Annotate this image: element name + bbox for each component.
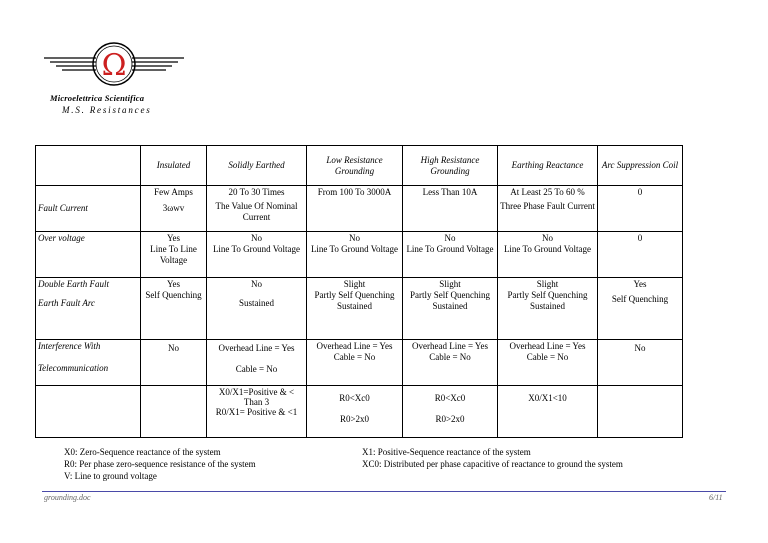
table-header-row: [36, 146, 683, 186]
table-cell: [36, 278, 141, 340]
cell-text: No: [168, 343, 179, 353]
company-name: Microelettrica Scientifica: [50, 93, 145, 103]
table-cell: [598, 232, 683, 278]
footer-filename: grounding.doc: [44, 493, 91, 502]
table-cell: [403, 386, 498, 438]
note-x1: X1: Positive-Sequence reactance of the system: [362, 447, 531, 457]
table-row-interference: [36, 340, 683, 386]
row-label: Earth Fault Arc: [38, 298, 95, 308]
table-cell: [207, 186, 307, 232]
cell-text: Cable = No: [235, 364, 278, 374]
table-cell: [307, 186, 403, 232]
table-cell: [403, 186, 498, 232]
cell-text: Slight: [439, 279, 461, 289]
header-earthing-reactance: Earthing Reactance: [498, 146, 598, 186]
cell-text: R0<Xc0: [339, 393, 370, 403]
row-label: Fault Current: [36, 186, 141, 232]
cell-text: No: [251, 279, 262, 289]
header-solidly-earthed: Solidly Earthed: [207, 146, 307, 186]
note-v: V: Line to ground voltage: [64, 471, 157, 481]
cell-text: Line To Line Voltage: [150, 244, 197, 265]
footer-page-number: 6/11: [709, 493, 723, 502]
cell-text: No: [542, 233, 553, 243]
cell-text: From 100 To 3000A: [317, 187, 392, 197]
table-cell: [141, 186, 207, 232]
cell-text: No: [349, 233, 360, 243]
cell-text: Few Amps: [154, 187, 193, 197]
cell-text: X0/X1=Positive & < Than 3: [218, 387, 295, 407]
cell-text: R0/X1= Positive & <1: [215, 407, 298, 417]
cell-text: Partly Self Quenching: [410, 290, 490, 300]
grounding-comparison-table: [35, 145, 683, 438]
cell-text: Self Quenching: [145, 290, 202, 300]
cell-text: At Least 25 To 60 %: [510, 187, 585, 197]
cell-text: Sustained: [239, 298, 274, 308]
cell-text: R0>2x0: [435, 414, 465, 424]
table-row-earth-fault: [36, 278, 683, 340]
cell-text: 3ωwv: [162, 203, 185, 213]
header-arc-suppression-coil: Arc Suppression Coil: [598, 146, 683, 186]
cell-text: 20 To 30 Times: [228, 187, 285, 197]
table-cell: [403, 232, 498, 278]
cell-text: R0<Xc0: [434, 393, 466, 403]
table-cell: [498, 386, 598, 438]
table-cell: [498, 186, 598, 232]
cell-text: R0>2x0: [339, 414, 370, 424]
cell-text: Overhead Line = Yes: [509, 341, 586, 351]
cell-text: The Value Of Nominal Current: [215, 201, 298, 222]
table-cell: [36, 340, 141, 386]
header-low-resistance: Low Resistance Grounding: [307, 146, 403, 186]
row-label: Double Earth Fault: [38, 279, 109, 289]
cell-text: Three Phase Fault Current: [500, 201, 595, 211]
cell-text: Sustained: [337, 301, 372, 311]
table-cell: [598, 186, 683, 232]
table-cell: [207, 386, 307, 438]
cell-text: Line To Ground Voltage: [212, 244, 301, 254]
cell-text: Line To Ground Voltage: [310, 244, 399, 254]
table-cell: [307, 232, 403, 278]
table-cell: [498, 340, 598, 386]
cell-text: Yes: [166, 233, 181, 243]
header-empty: [36, 146, 141, 186]
cell-text: Self Quenching: [611, 294, 669, 304]
header-high-resistance: High Resistance Grounding: [403, 146, 498, 186]
cell-text: Partly Self Quenching: [507, 290, 588, 300]
table-cell: [598, 340, 683, 386]
cell-text: Sustained: [530, 301, 565, 311]
cell-text: Overhead Line = Yes: [316, 341, 393, 351]
table-cell-empty: [141, 386, 207, 438]
cell-text: Cable = No: [429, 352, 471, 362]
cell-text: X0/X1<10: [528, 393, 567, 403]
cell-text: Yes: [633, 279, 647, 289]
note-r0: R0: Per phase zero-sequence resistance of the system: [64, 459, 256, 469]
cell-text: Overhead Line = Yes: [218, 343, 295, 353]
table-cell: [141, 278, 207, 340]
header-insulated: Insulated: [141, 146, 207, 186]
cell-text: No: [251, 233, 262, 243]
cell-text: 0: [637, 233, 643, 243]
cell-text: Yes: [166, 279, 181, 289]
cell-text: No: [444, 233, 456, 243]
row-label: Over voltage: [36, 232, 141, 278]
table-cell-empty: [36, 386, 141, 438]
table-cell: [207, 340, 307, 386]
table-cell: [207, 278, 307, 340]
table-cell: [403, 278, 498, 340]
note-xc0: XC0: Distributed per phase capacitive of reactance to ground the system: [362, 459, 623, 469]
table-cell: [307, 340, 403, 386]
cell-text: No: [634, 343, 646, 353]
omega-logo-icon: [44, 40, 194, 90]
table-cell: [598, 278, 683, 340]
table-cell: [307, 386, 403, 438]
table-cell: [403, 340, 498, 386]
company-subtitle: M.S. Resistances: [62, 105, 152, 115]
table-cell: [498, 232, 598, 278]
table-cell: [141, 232, 207, 278]
table-row-ratios: [36, 386, 683, 438]
table-row-fault-current: [36, 186, 683, 232]
cell-text: 0: [637, 187, 643, 197]
svg-text:Ω: Ω: [101, 48, 127, 83]
cell-text: Line To Ground Voltage: [406, 244, 494, 254]
cell-text: Cable = No: [526, 352, 569, 362]
cell-text: Line To Ground Voltage: [503, 244, 592, 254]
cell-text: Overhead Line = Yes: [411, 341, 489, 351]
note-x0: X0: Zero-Sequence reactance of the system: [64, 447, 221, 457]
table-row-over-voltage: [36, 232, 683, 278]
table-cell: [207, 232, 307, 278]
cell-text: Less Than 10A: [422, 187, 478, 197]
cell-text: Sustained: [432, 301, 468, 311]
row-label: Interference With: [38, 341, 101, 351]
footer-rule: [42, 491, 726, 492]
row-label: Telecommunication: [38, 363, 109, 373]
table-cell: [141, 340, 207, 386]
cell-text: Partly Self Quenching: [314, 290, 395, 300]
table-cell: [307, 278, 403, 340]
cell-text: Cable = No: [333, 352, 376, 362]
table-cell: [498, 278, 598, 340]
cell-text: Slight: [343, 279, 366, 289]
table-cell-empty: [598, 386, 683, 438]
cell-text: Slight: [536, 279, 559, 289]
